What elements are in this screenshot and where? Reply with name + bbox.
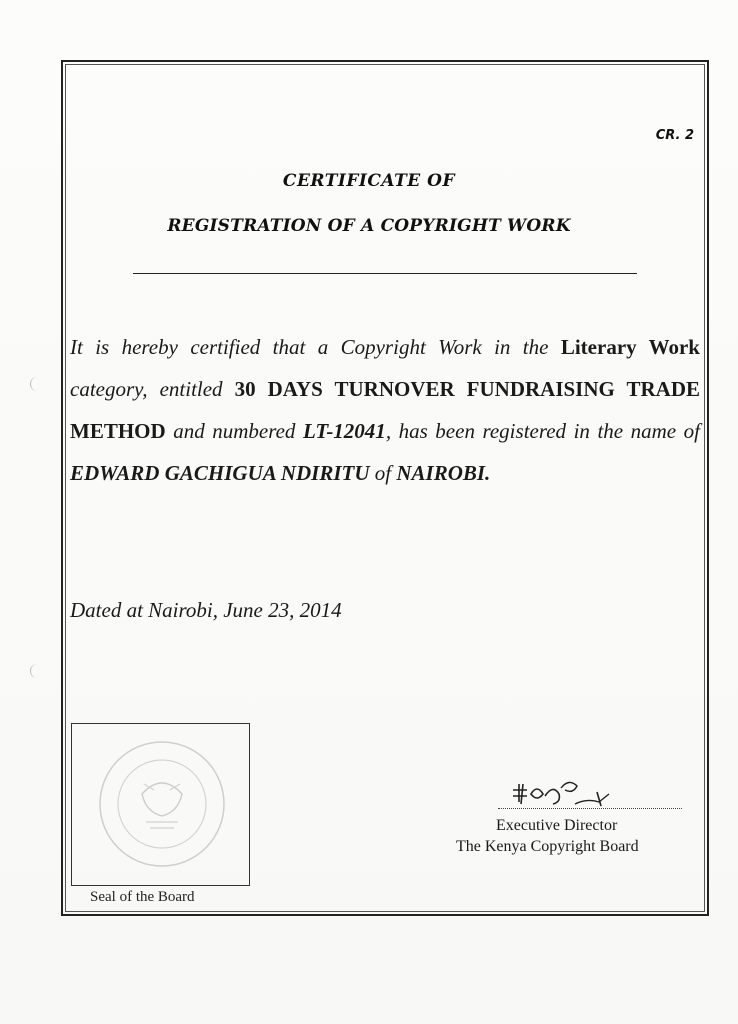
punch-hole-mark (30, 664, 41, 678)
certification-statement (70, 326, 700, 494)
date-line: Dated at Nairobi, June 23, 2014 (70, 598, 342, 622)
seal-label: Seal of the Board (90, 889, 195, 905)
title-divider (133, 273, 637, 274)
punch-hole-mark (30, 377, 41, 391)
statement-text: , has been registered in the name of (385, 419, 700, 443)
embossed-seal-icon (84, 734, 234, 874)
statement-text: of (369, 461, 397, 485)
registration-number: LT-12041 (302, 419, 386, 443)
signature-line (498, 808, 682, 809)
owner-name: EDWARD GACHIGUA NDIRITU (70, 461, 370, 485)
certificate-title: CERTIFICATE OF (282, 171, 456, 191)
statement-text: and numbered (165, 419, 303, 443)
signatory-title: Executive Director (496, 817, 618, 834)
statement-text: category, entitled (70, 377, 235, 401)
form-number: CR. 2 (655, 128, 694, 143)
certificate-subtitle: REGISTRATION OF A COPYRIGHT WORK (167, 216, 571, 236)
work-title: 30 DAYS TURNOVER FUNDRAISING TRADE METHOD (70, 377, 700, 443)
issuing-board: The Kenya Copyright Board (456, 838, 639, 855)
statement-text: It is hereby certified that a Copyright Work in the (70, 335, 561, 359)
work-category: Literary Work (560, 335, 700, 359)
owner-location: NAIROBI. (396, 461, 491, 485)
